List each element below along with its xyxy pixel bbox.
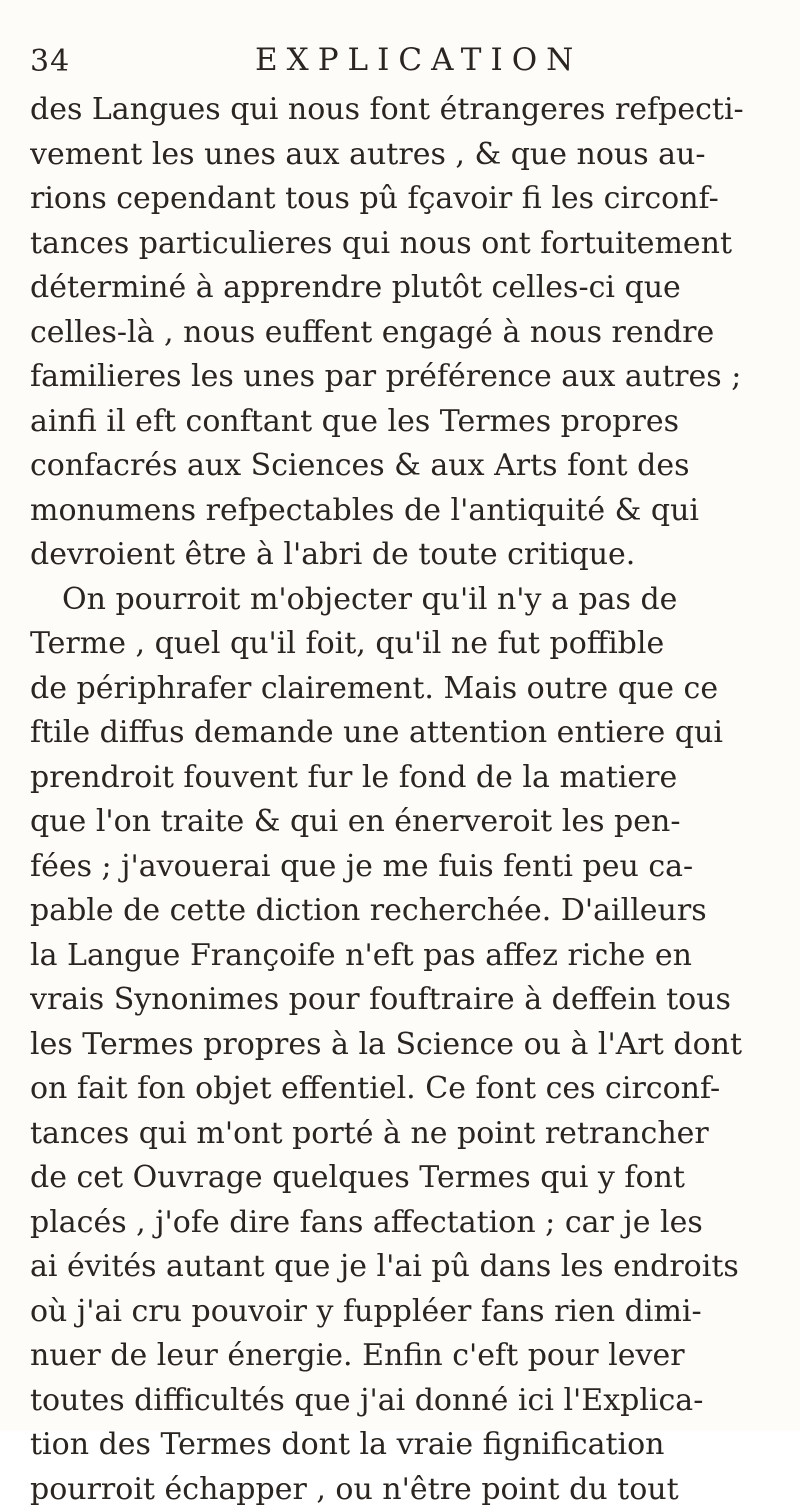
text-line: vement les unes aux autres , & que nous au-: [30, 133, 792, 178]
text-line: la Langue Françoife n'eft pas affez riche en: [30, 934, 792, 979]
text-line: vrais Synonimes pour fouftraire à deffein tous: [30, 978, 792, 1023]
page-header: [30, 44, 770, 94]
text-line: rions cependant tous pû fçavoir fi les circonf-: [30, 177, 792, 222]
running-head: EXPLICATION: [255, 42, 582, 78]
text-line: de cet Ouvrage quelques Termes qui y font: [30, 1156, 792, 1201]
text-line: toutes difficultés que j'ai donné ici l'Explica-: [30, 1379, 792, 1424]
text-line: on fait fon objet effentiel. Ce font ces circonf-: [30, 1067, 792, 1112]
text-line: pable de cette diction recherchée. D'ailleurs: [30, 889, 792, 934]
text-line: de périphrafer clairement. Mais outre que ce: [30, 667, 792, 712]
text-line: où j'ai cru pouvoir y fuppléer fans rien dimi-: [30, 1290, 792, 1335]
text-line: celles-là , nous euffent engagé à nous rendre: [30, 311, 792, 356]
text-line: tion des Termes dont la vraie fignification: [30, 1423, 792, 1468]
text-line: placés , j'ofe dire fans affectation ; car je les: [30, 1201, 792, 1246]
paragraph-start-line: On pourroit m'objecter qu'il n'y a pas de: [30, 578, 792, 623]
text-line: les Termes propres à la Science ou à l'Art dont: [30, 1023, 792, 1068]
text-line: fées ; j'avouerai que je me fuis fenti peu ca-: [30, 845, 792, 890]
text-line: familieres les unes par préférence aux autres ;: [30, 355, 792, 400]
text-line: nuer de leur énergie. Enfin c'eft pour lever: [30, 1334, 792, 1379]
body-text: [30, 88, 792, 1512]
text-line: que l'on traite & qui en énerveroit les pen-: [30, 800, 792, 845]
text-line: des Langues qui nous font étrangeres refpecti-: [30, 88, 792, 133]
text-line: devroient être à l'abri de toute critique.: [30, 533, 792, 578]
text-line: déterminé à apprendre plutôt celles-ci que: [30, 266, 792, 311]
text-line: tances qui m'ont porté à ne point retrancher: [30, 1112, 792, 1157]
text-line: pourroit échapper , ou n'être point du tout: [30, 1468, 792, 1512]
text-line: ai évités autant que je l'ai pû dans les endroits: [30, 1245, 792, 1290]
text-line: Terme , quel qu'il foit, qu'il ne fut poffible: [30, 622, 792, 667]
text-line: confacrés aux Sciences & aux Arts font des: [30, 444, 792, 489]
text-line: prendroit fouvent fur le fond de la matiere: [30, 756, 792, 801]
page-number: 34: [30, 44, 70, 79]
text-line: ftile diffus demande une attention entiere qui: [30, 711, 792, 756]
text-line: tances particulieres qui nous ont fortuitement: [30, 222, 792, 267]
text-line: monumens refpectables de l'antiquité & qui: [30, 489, 792, 534]
text-line: ainfi il eft conftant que les Termes propres: [30, 400, 792, 445]
